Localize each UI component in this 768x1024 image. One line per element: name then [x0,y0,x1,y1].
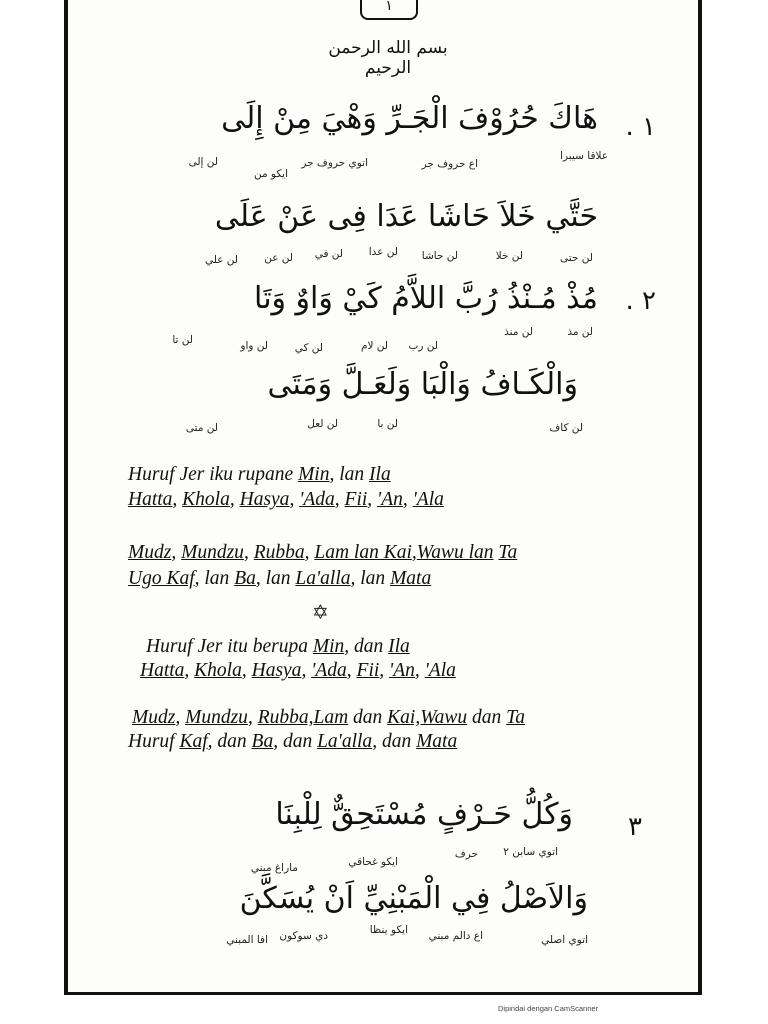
gloss-text: لن كي [294,342,323,354]
gloss-text: ايكو ينظا [369,924,408,936]
gloss-text: لن واو [240,340,268,352]
javanese-line-2: Hatta, Khola, Hasya, 'Ada, Fii, 'An, 'Ala [128,489,444,510]
gloss-text: حرف [454,848,478,860]
gloss-text: لن رب [408,340,438,352]
indonesian-line-4: Huruf Kaf, dan Ba, dan La'alla, dan Mata [128,731,458,752]
gloss-text: ايكو غحاقي [348,856,398,868]
gloss-text: لن متى [185,422,218,434]
gloss-text: اع دالم مبني [428,930,483,942]
gloss-text: ايكو من [253,168,288,180]
gloss-text: اتوي سابن ٢ [503,846,558,858]
gloss-text: لن لام [360,340,388,352]
gloss-text: لن علي [204,254,238,266]
gloss-text: علاقا سيبرا [560,150,608,162]
arabic-verse-6: وَالاَصْلُ فِي الْمَبْنِيِّ اَنْ يُسَكَّنَ [239,881,588,916]
indonesian-line-2: Hatta, Khola, Hasya, 'Ada, Fii, 'An, 'Ala [140,660,456,681]
verse-number-2: ٢ . [625,286,656,316]
gloss-text: لن تا [172,334,193,346]
arabic-verse-4: وَالْكَـافُ وَالْبَا وَلَعَـلَّ وَمَتَى [267,367,578,402]
arabic-verse-5: وَكُلُّ حَـرْفٍ مُسْتَحِقٌّ لِلْبِنَا [275,797,573,832]
gloss-text: لن في [314,248,343,260]
gloss-text: لن كاف [549,422,583,434]
gloss-text: لن لعل [307,418,338,430]
gloss-text: اتوي حروف جر [301,157,368,169]
gloss-text: دي سوكون [279,930,328,942]
gloss-text: لن إلى [188,156,218,168]
javanese-line-1: Huruf Jer iku rupane Min, lan Ila [128,464,391,485]
gloss-text: افا المبني [226,934,268,946]
gloss-text: لن منذ [504,326,533,338]
gloss-text: لن خلا [495,250,523,262]
verse-number-3: ٣ [628,812,642,842]
arabic-verse-3: مُذْ مُـنْذُ رُبَّ اللاَّمُ كَيْ وَاوٌ وَتَا [254,281,598,316]
document-page [64,0,702,995]
basmalah: بسم الله الرحمن الرحيم [328,38,448,78]
page-number: ١ [360,0,418,20]
gloss-text: ماراغ مبني [250,862,298,874]
javanese-line-3: Mudz, Mundzu, Rubba, Lam lan Kai,Wawu lan Ta [128,542,518,563]
javanese-line-4: Ugo Kaf, lan Ba, lan La'alla, lan Mata [128,568,432,589]
star-ornament-icon: ✡ [312,600,329,624]
gloss-text: لن با [377,418,398,430]
verse-number-1: ١ . [625,112,656,142]
indonesian-line-1: Huruf Jer itu berupa Min, dan Ila [146,636,410,657]
gloss-text: لن حاشا [421,250,458,262]
gloss-text: لن حتى [560,252,593,264]
scanner-watermark: Dipindai dengan CamScanner [498,1004,599,1013]
gloss-text: لن مذ [567,326,593,338]
gloss-text: لن عن [264,252,293,264]
arabic-verse-2: حَتَّي خَلاَ حَاشَا عَدَا فِى عَنْ عَلَى [214,199,598,234]
gloss-text: اع حروف جر [421,158,478,170]
gloss-text: اتوي اصلي [541,934,588,946]
gloss-text: لن عدا [368,246,398,258]
indonesian-line-3: Mudz, Mundzu, Rubba,Lam dan Kai,Wawu dan Ta [132,707,525,728]
arabic-verse-1: هَاكَ حُرُوْفَ الْجَـرِّ وَهْيَ مِنْ إِلَى [221,101,598,136]
